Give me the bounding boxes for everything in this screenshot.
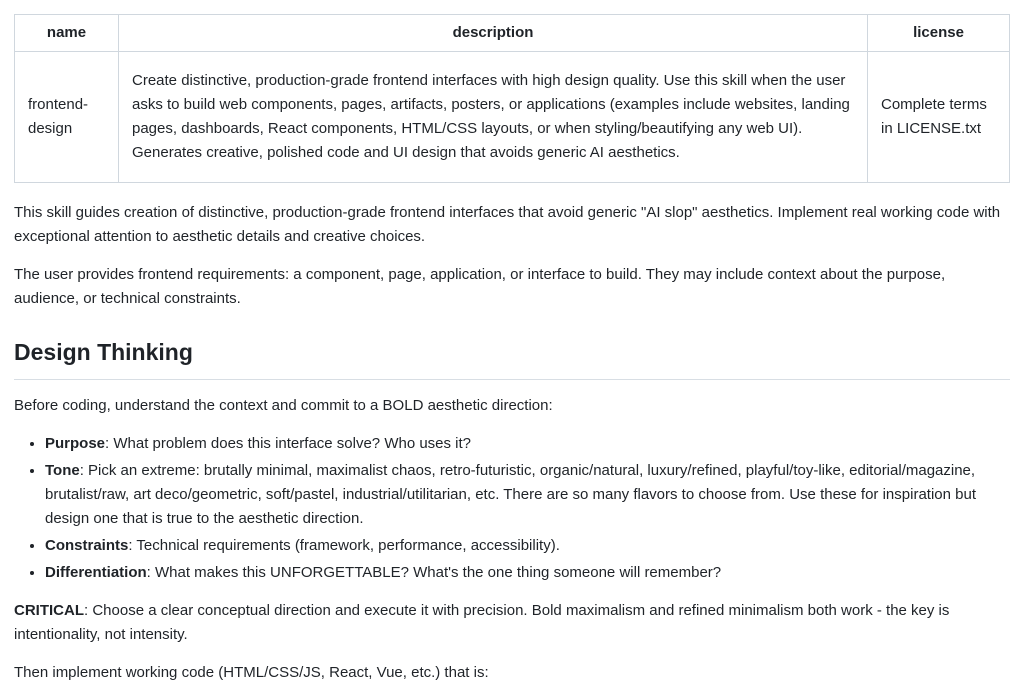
list-item <box>45 432 1010 456</box>
intro-paragraph-1: This skill guides creation of distinctive, production-grade frontend interfaces that avoid generic "AI slop" aesthetics. Implement real working code with exceptional attention to aesthetic details and creative choices. <box>14 204 1001 245</box>
cell-name: frontend-design <box>15 52 119 183</box>
header-description: description <box>119 15 868 52</box>
metadata-table <box>14 14 1010 183</box>
list-item <box>45 561 1010 585</box>
bullet-text: : Pick an extreme: brutally minimal, maximalist chaos, retro-futuristic, organic/natural, luxury/refined, playful/toy-like, editorial/magazine, brutalist/raw, art deco/geometric, soft/pastel, industrial/utilitarian, etc. There are so many flavors to choose from. Use these for inspiration but design one that is true to the aesthetic direction. <box>45 462 976 527</box>
list-item <box>45 534 1010 558</box>
table-row <box>15 52 1010 183</box>
bullet-term: Purpose <box>45 435 106 452</box>
header-license: license <box>868 15 1010 52</box>
bullet-list <box>14 432 1010 585</box>
closing-paragraph: Then implement working code (HTML/CSS/JS, React, Vue, etc.) that is: <box>14 664 489 681</box>
table-header-row <box>15 15 1010 52</box>
section-lead: Before coding, understand the context and commit to a BOLD aesthetic direction: <box>14 397 553 414</box>
cell-license: Complete terms in LICENSE.txt <box>868 52 1010 183</box>
bullet-term: Differentiation <box>45 564 147 581</box>
list-item <box>45 459 1010 531</box>
bullet-text: : Technical requirements (framework, performance, accessibility). <box>128 537 560 554</box>
cell-description: Create distinctive, production-grade frontend interfaces with high design quality. Use this skill when the user asks to build web components, pages, artifacts, posters, or applications (examples include websites, landing pages, dashboards, React components, HTML/CSS layouts, or when styling/beautifying any web UI). Generates creative, polished code and UI design that avoids generic AI aesthetics. <box>119 52 868 183</box>
critical-text: : Choose a clear conceptual direction and execute it with precision. Bold maximalism and refined minimalism both work - the key is intentionality, not intensity. <box>14 602 950 643</box>
bullet-text: : What makes this UNFORGETTABLE? What's the one thing someone will remember? <box>146 564 722 581</box>
critical-term: CRITICAL <box>14 602 84 619</box>
bullet-term: Tone <box>45 462 80 479</box>
bullet-term: Constraints <box>45 537 129 554</box>
section-heading: Design Thinking <box>14 337 1010 380</box>
critical-paragraph <box>14 599 1010 647</box>
bullet-text: : What problem does this interface solve? Who uses it? <box>105 435 472 452</box>
intro-paragraph-2: The user provides frontend requirements: a component, page, application, or interface to build. They may include context about the purpose, audience, or technical constraints. <box>14 266 946 307</box>
header-name: name <box>15 15 119 52</box>
